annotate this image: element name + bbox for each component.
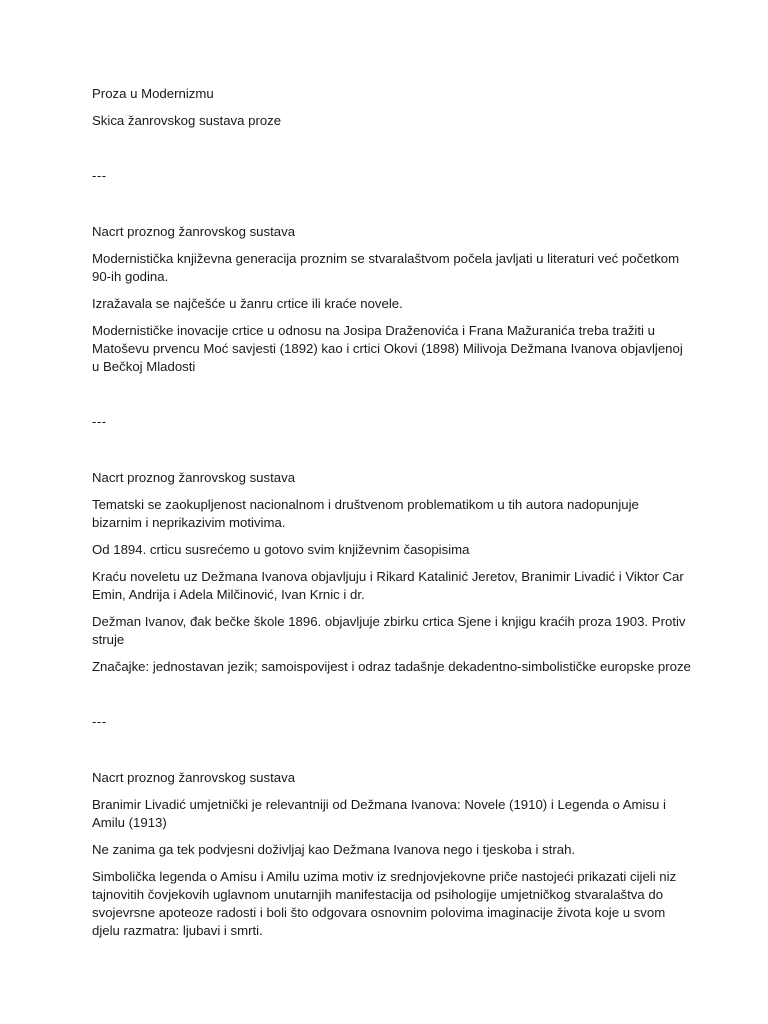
document-title: Proza u Modernizmu [92,86,214,101]
separator: --- [92,714,107,729]
document-page [92,85,692,949]
paragraph: Dežman Ivanov, đak bečke škole 1896. objavljuje zbirku crtica Sjene i knjigu kraćih proza 1903. Protiv struje [92,614,686,647]
paragraph: Izražavala se najčešće u žanru crtice ili kraće novele. [92,296,403,311]
paragraph: Simbolička legenda o Amisu i Amilu uzima motiv iz srednjovjekovne priče nastojeći prikazati cijeli niz tajnovitih čovjekovih uglavnom unutarnjih manifestacija od psihologije umjetničkog stvaralaštva do svojevrsne apoteoze radosti i boli što odgovara osnovnim polovima imaginacije života koje u svom djelu razmatra: ljubavi i smrti. [92,869,677,938]
section-heading: Nacrt proznog žanrovskog sustava [92,224,296,239]
document-subtitle: Skica žanrovskog sustava proze [92,113,282,128]
section-heading: Nacrt proznog žanrovskog sustava [92,770,296,785]
separator: --- [92,168,107,183]
paragraph: Tematski se zaokupljenost nacionalnom i društvenom problematikom u tih autora nadopunjuje bizarnim i neprikazivim motivima. [92,497,639,530]
paragraph: Ne zanima ga tek podvjesni doživljaj kao Dežmana Ivanova nego i tjeskoba i strah. [92,842,576,857]
section-heading: Nacrt proznog žanrovskog sustava [92,470,296,485]
paragraph: Branimir Livadić umjetnički je relevantniji od Dežmana Ivanova: Novele (1910) i Legenda o Amisu i Amilu (1913) [92,797,666,830]
paragraph: Kraću noveletu uz Dežmana Ivanova objavljuju i Rikard Katalinić Jeretov, Branimir Livadić i Viktor Car Emin, Andrija i Adela Milčinović, Ivan Krnic i dr. [92,569,684,602]
paragraph: Od 1894. crticu susrećemo u gotovo svim književnim časopisima [92,542,470,557]
paragraph: Modernističke inovacije crtice u odnosu na Josipa Draženovića i Frana Mažuranića treba tražiti u Matoševu prvencu Moć savjesti (1892) kao i crtici Okovi (1898) Milivoja Dežmana Ivanova objavljenoj u Bečkoj Mladosti [92,323,683,374]
paragraph: Modernistička književna generacija proznim se stvaralaštvom počela javljati u literaturi već početkom 90-ih godina. [92,251,680,284]
paragraph: Značajke: jednostavan jezik; samoispovijest i odraz tadašnje dekadentno-simbolističke europske proze [92,659,691,674]
separator: --- [92,414,107,429]
